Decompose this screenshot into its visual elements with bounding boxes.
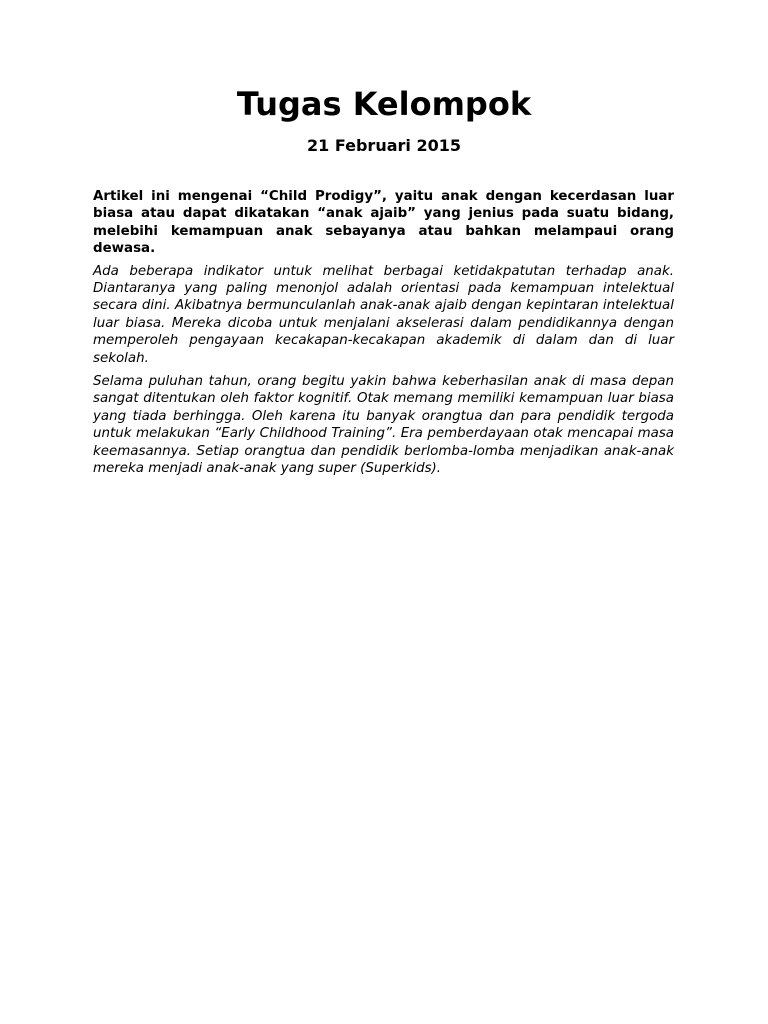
body-paragraph-cognitive: Selama puluhan tahun, orang begitu yakin bahwa keberhasilan anak di masa depan sangat ditentukan oleh faktor kognitif. Otak memang memiliki kemampuan luar biasa yang tiada berhingga. Oleh karena itu banyak orangtua dan para pendidik tergoda untuk melakukan “Early Childhood Training”. Era pemberdayaan otak mencapai masa keemasannya. Setiap orangtua dan pendidik berlomba-lomba menjadikan anak-anak mereka menjadi anak-anak yang super (Superkids). [93,374,674,477]
intro-paragraph: Artikel ini mengenai “Child Prodigy”, yaitu anak dengan kecerdasan luar biasa atau dapat dikatakan “anak ajaib” yang jenius pada suatu bidang, melebihi kemampuan anak sebayanya atau bahkan melampaui orang dewasa. [93,189,674,257]
document-title: Tugas Kelompok [236,85,532,123]
document-date: 21 Februari 2015 [307,136,461,155]
document-body [93,188,674,484]
body-paragraph-indicators: Ada beberapa indikator untuk melihat berbagai ketidakpatutan terhadap anak. Diantaranya yang paling menonjol adalah orientasi pada kemampuan intelektual secara dini. Akibatnya bermunculanlah anak-anak ajaib dengan kepintaran intelektual luar biasa. Mereka dicoba untuk menjalani akselerasi dalam pendidikannya dengan memperoleh pengayaan kecakapan-kecakapan akademik di dalam dan di luar sekolah. [93,263,674,366]
